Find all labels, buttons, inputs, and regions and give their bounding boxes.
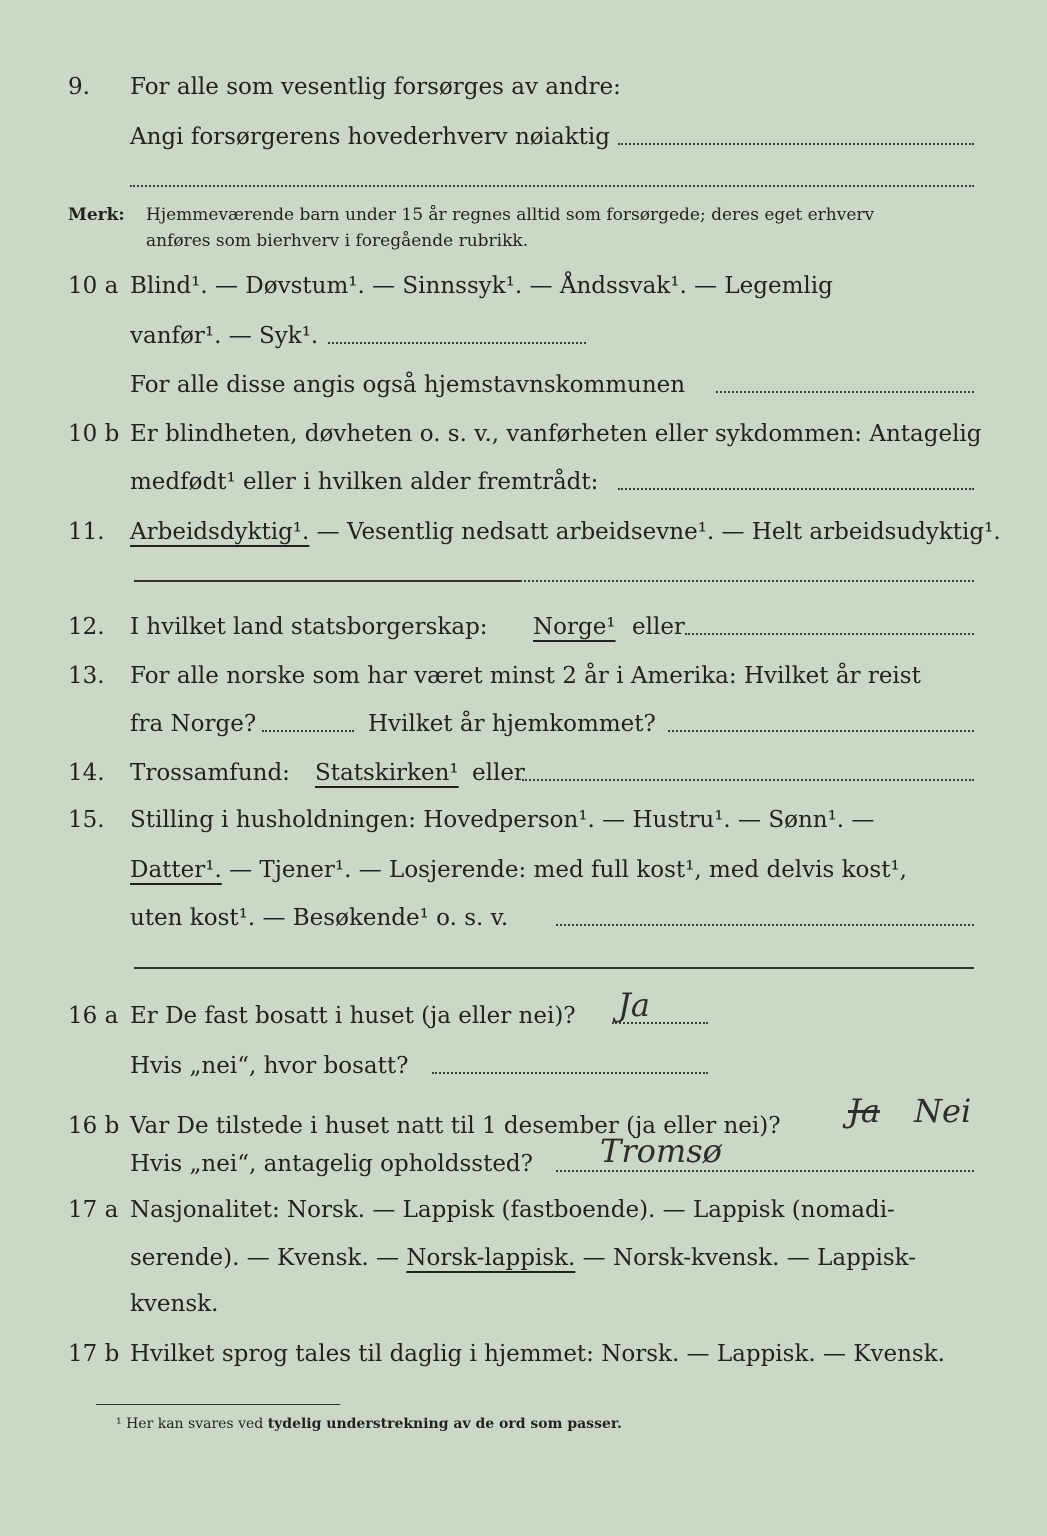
q13-text-2b: Hvilket år hjemkommet?	[368, 711, 656, 737]
q13-left-line[interactable]	[262, 730, 354, 732]
q12-text-post: eller	[632, 614, 685, 640]
q10a-text-1: Blind¹. — Døvstum¹. — Sinnssyk¹. — Åndssvak¹. — Legemlig	[130, 273, 833, 299]
q13-text-2a: fra Norge?	[130, 711, 257, 737]
q17a-row-2	[0, 1238, 1047, 1278]
q14-option-underlined[interactable]: Statskirken¹	[315, 760, 459, 786]
q11-answer-line[interactable]	[520, 580, 974, 582]
q11-number: 11.	[68, 519, 105, 545]
q12-row	[0, 607, 1047, 647]
q10a-number: 10 a	[68, 273, 119, 299]
q11-text	[130, 512, 1001, 552]
q12-text: I hvilket land statsborgerskap:	[130, 614, 488, 640]
q10b-row-1	[0, 414, 1047, 454]
q10a-row-1	[0, 266, 1047, 306]
q10b-answer-line[interactable]	[618, 488, 974, 490]
q17a-option-underlined[interactable]: Norsk-lappisk.	[406, 1245, 576, 1271]
merk-text-1: Hjemmeværende barn under 15 år regnes alltid som forsørgede; deres eget erhverv	[146, 205, 875, 225]
q9-text-2: Angi forsørgerens hovederhverv nøiaktig	[130, 124, 610, 150]
q17a-text-3: kvensk.	[130, 1291, 219, 1317]
q10a-home-line[interactable]	[716, 391, 974, 393]
q14-row	[0, 753, 1047, 793]
q9-text-1: For alle som vesentlig forsørges av andre:	[130, 74, 621, 100]
q16b-text-1: Var De tilstede i huset natt til 1 desember (ja eller nei)?	[130, 1113, 781, 1139]
q13-return-line[interactable]	[668, 730, 974, 732]
q12-number: 12.	[68, 614, 105, 640]
q16b-whereabouts-line[interactable]	[556, 1170, 974, 1172]
q17a-text-1: Nasjonalitet: Norsk. — Lappisk (fastboende). — Lappisk (nomadi-	[130, 1197, 895, 1223]
q15-answer-line[interactable]	[556, 924, 974, 926]
q16a-text-1: Er De fast bosatt i huset (ja eller nei)?	[130, 1003, 576, 1029]
q16b-handwritten-answer: Nei	[914, 1092, 972, 1130]
q12-answer-line[interactable]	[685, 633, 974, 635]
q15-text-1: Stilling i husholdningen: Hovedperson¹. — Hustru¹. — Sønn¹. —	[130, 807, 875, 833]
q16b-handwritten-place: Tromsø	[600, 1132, 722, 1170]
merk-label: Merk:	[68, 205, 125, 225]
q10a-text-2: vanfør¹. — Syk¹.	[130, 323, 319, 349]
footnote-text: Her kan svares ved	[126, 1416, 264, 1432]
q16a-row-2	[0, 1046, 1047, 1086]
q13-row-1	[0, 656, 1047, 696]
q17a-number: 17 a	[68, 1197, 119, 1223]
q11-answer-rule	[134, 580, 520, 582]
q9-row-2	[0, 117, 1047, 157]
q16a-number: 16 a	[68, 1003, 119, 1029]
q15-row-2	[0, 850, 1047, 890]
q16b-text-2: Hvis „nei“, antagelig opholdssted?	[130, 1151, 533, 1177]
q10b-text-1: Er blindheten, døvheten o. s. v., vanførheten eller sykdommen: Antagelig	[130, 421, 982, 447]
q14-number: 14.	[68, 760, 105, 786]
q10a-text-3: For alle disse angis også hjemstavnskommunen	[130, 372, 686, 398]
q10b-number: 10 b	[68, 421, 120, 447]
q17a-row-1	[0, 1190, 1047, 1230]
q17a-text-2a: serende). — Kvensk. —	[130, 1245, 407, 1271]
q17a-row-3	[0, 1284, 1047, 1324]
q10a-answer-line[interactable]	[328, 342, 586, 344]
footnote-rule	[96, 1404, 340, 1405]
merk-text-2: anføres som bierhverv i foregående rubrikk.	[146, 231, 529, 251]
q16a-handwritten-answer: Ja	[618, 986, 650, 1024]
q15-text-3: uten kost¹. — Besøkende¹ o. s. v.	[130, 905, 509, 931]
q14-text-post: eller	[472, 760, 525, 786]
q16a-text-2: Hvis „nei“, hvor bosatt?	[130, 1053, 409, 1079]
q16b-row-1	[0, 1092, 1047, 1146]
q9-answer-line-2[interactable]	[130, 185, 974, 187]
q15-text-2-rest: — Tjener¹. — Losjerende: med full kost¹, med delvis kost¹,	[221, 857, 907, 883]
q16a-row-1	[0, 986, 1047, 1036]
q11-row	[0, 512, 1047, 552]
q10b-row-2	[0, 462, 1047, 502]
q15-text-2	[130, 850, 907, 890]
q16b-handwritten-struck: Ja	[848, 1092, 880, 1130]
q9-row-1	[0, 67, 1047, 107]
q17a-text-2b: — Norsk-kvensk. — Lappisk-	[575, 1245, 916, 1271]
q13-row-2	[0, 704, 1047, 744]
q15-row-1	[0, 800, 1047, 840]
q16b-number: 16 b	[68, 1113, 120, 1139]
q17a-text-2	[130, 1238, 916, 1278]
q15-option-underlined[interactable]: Datter¹.	[130, 857, 222, 883]
q15-number: 15.	[68, 807, 105, 833]
q16b-row-2	[0, 1132, 1047, 1184]
q10b-text-2: medfødt¹ eller i hvilken alder fremtrådt:	[130, 469, 599, 495]
q15-answer-rule	[134, 967, 974, 969]
q10a-row-3	[0, 365, 1047, 405]
q14-text: Trossamfund:	[130, 760, 290, 786]
q11-option-underlined[interactable]: Arbeidsdyktig¹.	[130, 519, 310, 545]
q13-text-1: For alle norske som har været minst 2 år i Amerika: Hvilket år reist	[130, 663, 921, 689]
q11-text-rest: — Vesentlig nedsatt arbeidsevne¹. — Helt arbeidsudyktig¹.	[309, 519, 1001, 545]
q14-answer-line[interactable]	[522, 779, 974, 781]
footnote-mark: ¹	[116, 1416, 122, 1432]
q12-option-underlined[interactable]: Norge¹	[533, 614, 616, 640]
q13-number: 13.	[68, 663, 105, 689]
q17b-number: 17 b	[68, 1341, 120, 1367]
q10a-row-2	[0, 316, 1047, 356]
footnote-bold-text: tydelig understrekning av de ord som passer.	[267, 1416, 622, 1432]
q9-number: 9.	[68, 74, 90, 100]
q17b-text: Hvilket sprog tales til daglig i hjemmet: Norsk. — Lappisk. — Kvensk.	[130, 1341, 945, 1367]
q16a-residence-line[interactable]	[432, 1072, 708, 1074]
q15-row-3	[0, 898, 1047, 938]
footnote	[116, 1416, 622, 1432]
q17b-row	[0, 1334, 1047, 1374]
q9-answer-line[interactable]	[618, 143, 974, 145]
